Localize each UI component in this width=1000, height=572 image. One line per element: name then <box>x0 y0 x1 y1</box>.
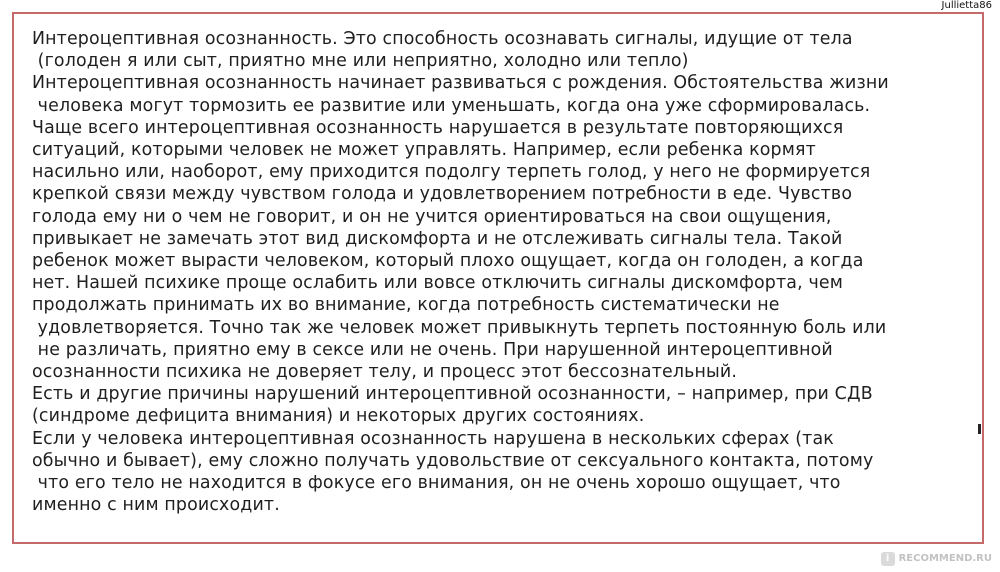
text-line: крепкой связи между чувством голода и удовлетворением потребности в еде. Чувство <box>32 184 853 205</box>
text-line: удовлетворяется. Точно так же человек может привыкнуть терпеть постоянную боль или <box>32 317 887 338</box>
text-line: голода ему ни о чем не говорит, и он не учится ориентироваться на свои ощущения, <box>32 206 832 227</box>
text-line: насильно или, наоборот, ему приходится подолгу терпеть голод, у него не формируется <box>32 162 871 183</box>
text-line: именно с ним происходит. <box>32 495 280 516</box>
text-line: человека могут тормозить ее развитие или уменьшать, когда она уже сформировалась. <box>32 95 871 116</box>
watermark-text: RECOMMEND.RU <box>898 553 992 564</box>
recommend-logo-icon: i <box>881 552 895 566</box>
text-line: не различать, приятно ему в сексе или не очень. При нарушенной интероцептивной <box>32 339 833 360</box>
username-label: Jullietta86 <box>938 0 996 12</box>
edge-mark <box>978 424 981 434</box>
text-line: продолжать принимать их во внимание, когда потребность систематически не <box>32 295 780 316</box>
text-line: Интероцептивная осознанность начинает развиваться с рождения. Обстоятельства жизни <box>32 73 889 94</box>
text-line: Если у человека интероцептивная осознанность нарушена в нескольких сферах (так <box>32 428 834 449</box>
text-line: (голоден я или сыт, приятно мне или неприятно, холодно или тепло) <box>32 51 689 72</box>
text-line: привыкает не замечать этот вид дискомфорта и не отслеживать сигналы тела. Такой <box>32 228 843 249</box>
text-line: обычно и бывает), ему сложно получать удовольствие от сексуального контакта, потому <box>32 450 874 471</box>
document-text <box>32 28 972 516</box>
text-line: Интероцептивная осознанность. Это способность осознавать сигналы, идущие от тела <box>32 29 853 49</box>
text-line: нет. Нашей психике проще ослабить или вовсе отключить сигналы дискомфорта, чем <box>32 273 843 294</box>
text-line: что его тело не находится в фокусе его внимания, он не очень хорошо ощущает, что <box>32 473 841 494</box>
text-line: (синдроме дефицита внимания) и некоторых других состояниях. <box>32 406 645 427</box>
text-line: Есть и другие причины нарушений интероцептивной осознанности, – например, при СДВ <box>32 384 873 405</box>
text-line: Чаще всего интероцептивная осознанность нарушается в результате повторяющихся <box>32 117 844 138</box>
text-line: осознанности психика не доверяет телу, и процесс этот бессознательный. <box>32 362 738 383</box>
text-line: ребенок может вырасти человеком, который плохо ощущает, когда он голоден, а когда <box>32 251 864 272</box>
text-line: ситуаций, которыми человек не может управлять. Например, если ребенка кормят <box>32 140 816 161</box>
watermark <box>881 552 992 566</box>
